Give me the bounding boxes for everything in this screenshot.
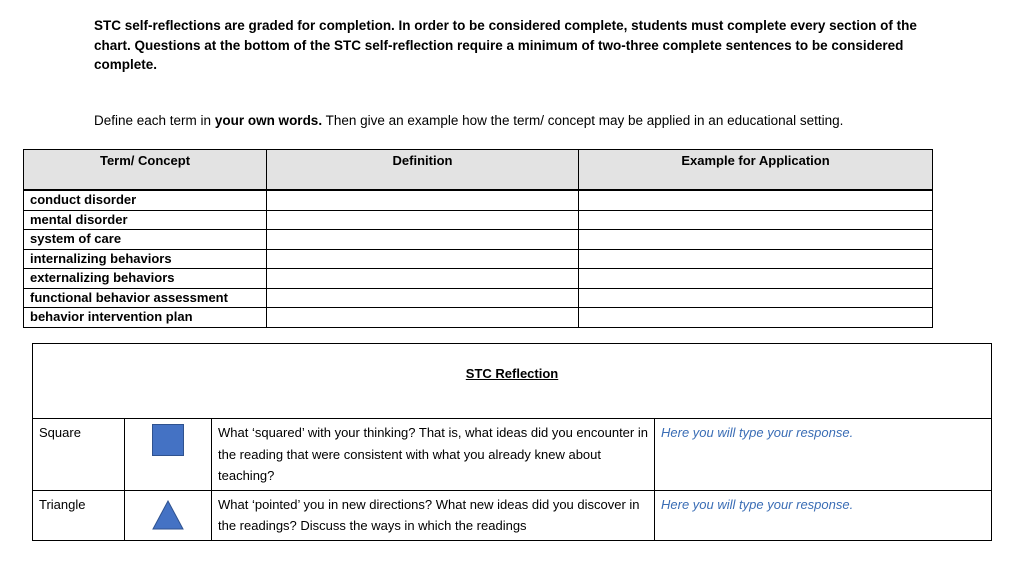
definition-cell[interactable]: [267, 288, 579, 308]
response-field[interactable]: Here you will type your response.: [655, 490, 992, 540]
instructions: [94, 112, 944, 130]
header-definition: Definition: [267, 150, 579, 191]
table-row: [24, 230, 933, 250]
table-row: [24, 210, 933, 230]
terms-table: [23, 149, 933, 328]
reflection-title: STC Reflection: [465, 366, 559, 381]
definition-cell[interactable]: [267, 190, 579, 210]
definition-cell[interactable]: [267, 269, 579, 289]
table-row: [24, 308, 933, 328]
term-cell: behavior intervention plan: [24, 308, 267, 328]
question-cell: What ‘squared’ with your thinking? That is, what ideas did you encounter in the reading that were consistent with what you already knew about teaching?: [212, 419, 655, 491]
term-cell: functional behavior assessment: [24, 288, 267, 308]
shape-cell: [125, 490, 212, 540]
grading-note: STC self-reflections are graded for completion. In order to be considered complete, students must complete every section of the chart. Questions at the bottom of the STC self-reflection require a minimum of two-three complete sentences to be considered complete.: [94, 18, 917, 72]
table-row: [24, 269, 933, 289]
term-cell: system of care: [24, 230, 267, 250]
instructions-text-end: Then give an example how the term/ concept may be applied in an educational setting.: [322, 113, 844, 128]
example-cell[interactable]: [579, 308, 933, 328]
example-cell[interactable]: [579, 269, 933, 289]
term-cell: externalizing behaviors: [24, 269, 267, 289]
definition-cell[interactable]: [267, 249, 579, 269]
instructions-emphasis: your own words.: [214, 113, 323, 128]
instructions-text: Define each term in: [94, 113, 215, 128]
header-example: Example for Application: [579, 150, 933, 191]
example-cell[interactable]: [579, 210, 933, 230]
triangle-icon: [152, 500, 184, 530]
row-label: Square: [33, 419, 125, 491]
term-cell: mental disorder: [24, 210, 267, 230]
example-cell[interactable]: [579, 288, 933, 308]
reflection-title-cell: [33, 344, 992, 419]
reflection-row-square: [33, 419, 992, 491]
definition-cell[interactable]: [267, 230, 579, 250]
example-cell[interactable]: [579, 249, 933, 269]
definition-cell[interactable]: [267, 308, 579, 328]
response-field[interactable]: Here you will type your response.: [655, 419, 992, 491]
table-row: [24, 249, 933, 269]
reflection-header-row: [33, 344, 992, 419]
terms-header-row: [24, 150, 933, 191]
square-icon: [152, 424, 184, 456]
shape-cell: [125, 419, 212, 491]
definition-cell[interactable]: [267, 210, 579, 230]
example-cell[interactable]: [579, 190, 933, 210]
question-cell: What ‘pointed’ you in new directions? What new ideas did you discover in the readings? Discuss the ways in which the readings: [212, 490, 655, 540]
reflection-row-triangle: [33, 490, 992, 540]
header-term: Term/ Concept: [24, 150, 267, 191]
term-cell: conduct disorder: [24, 190, 267, 210]
table-row: [24, 288, 933, 308]
row-label: Triangle: [33, 490, 125, 540]
term-cell: internalizing behaviors: [24, 249, 267, 269]
example-cell[interactable]: [579, 230, 933, 250]
reflection-table: [32, 343, 992, 541]
table-row: [24, 190, 933, 210]
